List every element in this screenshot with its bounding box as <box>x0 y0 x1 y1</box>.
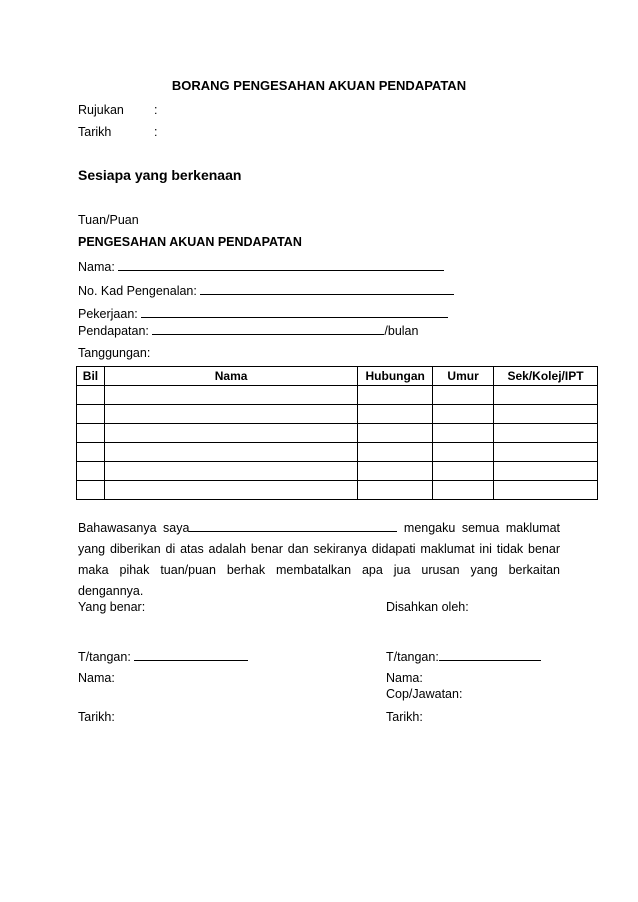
table-cell[interactable] <box>494 462 598 481</box>
table-cell[interactable] <box>104 405 357 424</box>
header-bil: Bil <box>77 367 105 386</box>
right-ttangan-label: T/tangan: <box>386 650 439 664</box>
pendapatan-label: Pendapatan: <box>78 324 149 338</box>
table-cell[interactable] <box>358 386 433 405</box>
tanggungan-label: Tanggungan: <box>78 346 151 360</box>
table-cell[interactable] <box>494 386 598 405</box>
table-cell[interactable] <box>494 443 598 462</box>
table-row <box>77 462 598 481</box>
rujukan-colon: : <box>154 103 158 117</box>
declarant-name-line[interactable] <box>189 519 397 532</box>
table-cell[interactable] <box>104 462 357 481</box>
table-row <box>77 386 598 405</box>
nama-line[interactable] <box>118 258 444 271</box>
declaration-paragraph <box>78 518 560 602</box>
pendapatan-suffix: /bulan <box>384 324 419 338</box>
table-cell[interactable] <box>77 462 105 481</box>
table-row <box>77 443 598 462</box>
table-cell[interactable] <box>433 462 494 481</box>
table-cell[interactable] <box>494 424 598 443</box>
table-cell[interactable] <box>358 481 433 500</box>
form-title: BORANG PENGESAHAN AKUAN PENDAPATAN <box>171 78 467 93</box>
declaration-part2: mengaku semua maklumat yang diberikan di atas adalah benar dan sekiranya didapati maklumat ini tidak benar maka pihak tuan/puan berhak membatalkan apa jua urusan yang berkaitan dengannya. <box>78 521 560 598</box>
table-row <box>77 405 598 424</box>
table-row <box>77 481 598 500</box>
table-cell[interactable] <box>104 481 357 500</box>
left-signature-line[interactable] <box>134 648 248 661</box>
table-cell[interactable] <box>433 405 494 424</box>
pekerjaan-line[interactable] <box>141 305 448 318</box>
pekerjaan-field[interactable] <box>78 305 448 321</box>
addressee: Tuan/Puan <box>78 213 139 227</box>
tarikh-colon: : <box>154 125 158 139</box>
nama-label: Nama: <box>78 260 115 274</box>
table-cell[interactable] <box>358 424 433 443</box>
right-tarikh-label: Tarikh: <box>386 710 423 724</box>
table-cell[interactable] <box>433 424 494 443</box>
right-cop-label: Cop/Jawatan: <box>386 687 463 701</box>
nama-field[interactable] <box>78 258 444 274</box>
ic-label: No. Kad Pengenalan: <box>78 284 197 298</box>
right-signature-field[interactable] <box>386 648 541 664</box>
rujukan-label: Rujukan <box>78 103 124 117</box>
table-cell[interactable] <box>77 386 105 405</box>
right-nama-label: Nama: <box>386 671 423 685</box>
left-tarikh-label: Tarikh: <box>78 710 115 724</box>
pekerjaan-label: Pekerjaan: <box>78 307 138 321</box>
table-cell[interactable] <box>77 443 105 462</box>
table-cell[interactable] <box>104 386 357 405</box>
pendapatan-line[interactable] <box>152 322 384 335</box>
declaration-part1: Bahawasanya saya <box>78 521 190 535</box>
tarikh-label: Tarikh <box>78 125 112 139</box>
ic-field[interactable] <box>78 282 454 298</box>
table-cell[interactable] <box>358 462 433 481</box>
tanggungan-table <box>76 366 598 500</box>
table-row <box>77 424 598 443</box>
ic-line[interactable] <box>200 282 454 295</box>
table-cell[interactable] <box>494 481 598 500</box>
table-cell[interactable] <box>77 424 105 443</box>
table-cell[interactable] <box>433 481 494 500</box>
table-cell[interactable] <box>433 443 494 462</box>
table-cell[interactable] <box>433 386 494 405</box>
table-cell[interactable] <box>104 443 357 462</box>
pendapatan-field[interactable] <box>78 322 418 338</box>
left-ttangan-label: T/tangan: <box>78 650 131 664</box>
left-nama-label: Nama: <box>78 671 115 685</box>
salutation: Sesiapa yang berkenaan <box>78 167 242 183</box>
header-nama: Nama <box>104 367 357 386</box>
table-cell[interactable] <box>494 405 598 424</box>
yang-benar-label: Yang benar: <box>78 600 146 614</box>
header-hubungan: Hubungan <box>358 367 433 386</box>
header-sek: Sek/Kolej/IPT <box>494 367 598 386</box>
subject-heading: PENGESAHAN AKUAN PENDAPATAN <box>78 235 302 249</box>
table-cell[interactable] <box>77 481 105 500</box>
table-cell[interactable] <box>358 405 433 424</box>
right-signature-line[interactable] <box>439 648 541 661</box>
table-cell[interactable] <box>77 405 105 424</box>
table-cell[interactable] <box>358 443 433 462</box>
table-cell[interactable] <box>104 424 357 443</box>
header-umur: Umur <box>433 367 494 386</box>
left-signature-field[interactable] <box>78 648 248 664</box>
table-header-row <box>77 367 598 386</box>
disahkan-oleh-label: Disahkan oleh: <box>386 600 469 614</box>
